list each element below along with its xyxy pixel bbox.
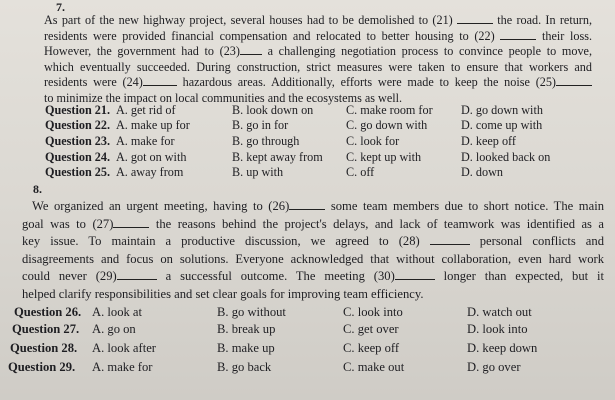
blank-29-label: (29)	[95, 269, 117, 284]
option-d[interactable]: D. keep off	[461, 134, 516, 148]
option-d[interactable]: D. looked back on	[461, 150, 551, 164]
exercise-7-number: 7.	[56, 0, 65, 14]
option-c[interactable]: C. make room for	[346, 103, 433, 117]
blank-24-label: (24)	[122, 75, 143, 90]
blank-27[interactable]	[113, 217, 149, 228]
blank-29[interactable]	[117, 269, 157, 280]
blank-28-label: (28)	[398, 234, 420, 249]
blank-21[interactable]	[457, 13, 493, 24]
passage-line: which eventually succeeded. During construction, strict measures were taken to ensure that workers and	[44, 59, 592, 74]
passage-line: disagreements and focus on solutions. Everyone acknowledged that without collaboration, even hard work	[22, 251, 604, 266]
blank-26-label: (26)	[268, 199, 290, 213]
question-row-24: Question 24. A. got on with B. kept away from C. kept up with D. looked back on	[45, 150, 551, 164]
blank-26[interactable]	[289, 199, 325, 210]
option-a[interactable]: A. look at	[92, 305, 143, 319]
option-c[interactable]: C. look for	[346, 134, 400, 148]
question-row-26: Question 26. A. look at B. go without C. look into D. watch out	[14, 305, 532, 319]
option-c[interactable]: C. get over	[343, 322, 399, 336]
question-row-28: Question 28. A. look after B. make up C. keep off D. keep down	[10, 341, 538, 355]
option-b[interactable]: B. break up	[217, 322, 276, 336]
option-d[interactable]: D. come up with	[461, 118, 543, 132]
option-c[interactable]: C. look into	[343, 305, 403, 319]
blank-30-label: (30)	[373, 269, 395, 284]
blank-23[interactable]	[240, 44, 262, 55]
question-row-22: Question 22. A. make up for B. go in for C. go down with D. come up with	[45, 118, 543, 132]
option-b[interactable]: B. go through	[232, 134, 300, 148]
passage-line: residents were (24) hazardous areas. Additionally, efforts were made to keep the noise (25)	[44, 75, 592, 91]
blank-30[interactable]	[395, 269, 435, 280]
option-b[interactable]: B. go back	[217, 360, 272, 374]
option-c[interactable]: C. off	[346, 165, 375, 179]
option-a[interactable]: A. make for	[92, 360, 153, 374]
blank-28[interactable]	[430, 234, 470, 245]
option-d[interactable]: D. watch out	[467, 305, 532, 319]
option-d[interactable]: D. keep down	[467, 341, 538, 355]
option-d[interactable]: D. go over	[467, 360, 521, 374]
option-a[interactable]: A. look after	[92, 341, 156, 355]
blank-27-label: (27)	[92, 216, 114, 231]
option-d[interactable]: D. go down with	[461, 103, 543, 117]
option-a[interactable]: A. got on with	[116, 150, 187, 164]
option-d[interactable]: D. look into	[467, 322, 528, 336]
exercise-8-passage	[22, 198, 604, 304]
exercise-8-number: 8.	[33, 182, 42, 196]
option-a[interactable]: A. away from	[116, 165, 184, 179]
option-b[interactable]: B. make up	[217, 341, 275, 355]
passage-line: helped clarify responsibilities and set clear goals for improving team efficiency.	[22, 286, 424, 301]
option-a[interactable]: A. make up for	[116, 118, 190, 132]
option-b[interactable]: B. look down on	[232, 103, 314, 117]
passage-line: could never (29) a successful outcome. The meeting (30) longer than expected, but it	[22, 269, 605, 284]
blank-21-label: (21)	[432, 13, 453, 27]
blank-24[interactable]	[143, 75, 177, 86]
question-row-23: Question 23. A. make for B. go through C. look for D. keep off	[45, 134, 516, 148]
passage-line: residents were provided financial compensation and relocated to better housing to (22) their loss.	[44, 28, 592, 43]
option-c[interactable]: C. make out	[343, 360, 405, 374]
blank-22-label: (22)	[474, 28, 495, 43]
passage-line: However, the government had to (23) a challenging negotiation process to convince people to move,	[44, 44, 592, 59]
blank-25-label: (25)	[535, 75, 556, 90]
question-row-21: Question 21. A. get rid of B. look down on C. make room for D. go down with	[45, 103, 543, 117]
blank-22[interactable]	[500, 29, 536, 40]
passage-line: to minimize the impact on local communities and the ecosystems as well.	[44, 90, 403, 105]
option-c[interactable]: C. kept up with	[346, 150, 422, 164]
option-a[interactable]: A. make for	[116, 134, 175, 148]
option-c[interactable]: C. go down with	[346, 118, 428, 132]
option-a[interactable]: A. get rid of	[116, 103, 176, 117]
passage-line: We organized an urgent meeting, having to (26) some team members due to short notice. The main	[32, 199, 604, 213]
exercise-7-passage	[44, 13, 592, 107]
option-b[interactable]: B. go in for	[232, 118, 289, 132]
question-row-27: Question 27. A. go on B. break up C. get over D. look into	[12, 322, 528, 336]
passage-line: key issue. To maintain a productive discussion, we agreed to (28) personal conflicts and	[22, 234, 604, 249]
question-row-29: Question 29. A. make for B. go back C. make out D. go over	[8, 360, 521, 374]
passage-line: goal was to (27) the reasons behind the project's delays, and lack of teamwork was identified as a	[22, 216, 605, 231]
blank-25[interactable]	[556, 75, 592, 86]
option-b[interactable]: B. kept away from	[232, 150, 323, 164]
passage-line: As part of the new highway project, several houses had to be demolished to (21) the road. In return,	[44, 13, 592, 27]
option-d[interactable]: D. down	[461, 165, 503, 179]
blank-23-label: (23)	[219, 44, 240, 59]
question-row-25: Question 25. A. away from B. up with C. off D. down	[45, 165, 503, 179]
option-a[interactable]: A. go on	[92, 322, 136, 336]
option-b[interactable]: B. go without	[217, 305, 286, 319]
option-c[interactable]: C. keep off	[343, 341, 400, 355]
option-b[interactable]: B. up with	[232, 165, 284, 179]
